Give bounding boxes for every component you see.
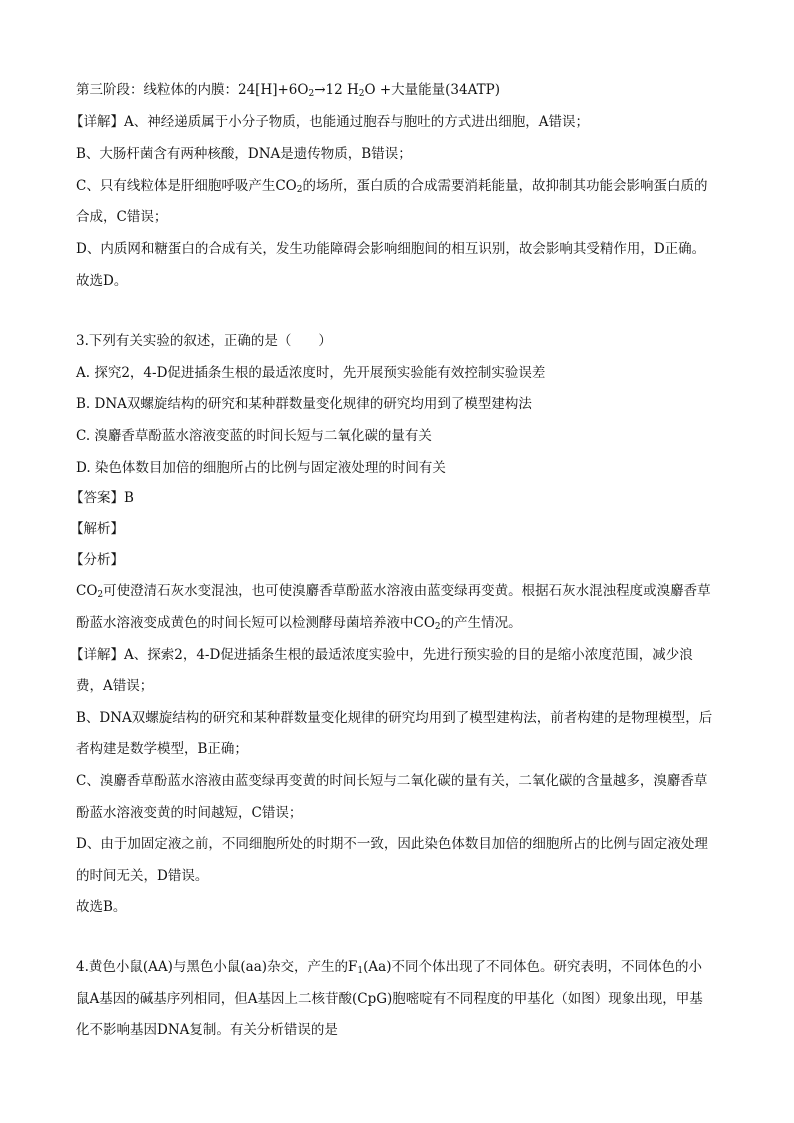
detail-line-5 <box>76 771 707 791</box>
text-run: 的场所，蛋白质的合成需要消耗能量，故抑制其功能会影响蛋白质的 <box>302 178 708 194</box>
explanation-d <box>76 239 705 259</box>
question-3-option-d <box>76 458 446 478</box>
text-run: D、由于加固定液之前，不同细胞所处的时期不一致，因此染色体数目加倍的细胞所占的比例与固定液处理 <box>76 836 708 852</box>
detail-line-7 <box>76 834 708 854</box>
subscript: 2 <box>358 89 365 99</box>
detail-line-1 <box>70 645 693 665</box>
analysis-line-1 <box>76 581 711 601</box>
question-4-line-3 <box>76 1020 338 1040</box>
text-run: 故选B。 <box>76 899 127 915</box>
text-run: 合成，C错误； <box>76 209 168 225</box>
text-run: 3.下列有关实验的叙述，正确的是（ ） <box>76 333 332 349</box>
detail-line-3 <box>76 708 712 728</box>
text-run: D、内质网和糖蛋白的合成有关，发生功能障碍会影响细胞间的相互识别，故会影响其受精作用，D正确。 <box>76 241 706 257</box>
text-run: 化不影响基因DNA复制。有关分析错误的是 <box>76 1022 338 1038</box>
text-run: 的时间无关，D错误。 <box>76 868 209 884</box>
text-run: 费，A错误； <box>76 678 154 694</box>
explanation-a <box>70 112 589 132</box>
text-run: 【分析】 <box>70 552 124 568</box>
text-run: B、大肠杆菌含有两种核酸，DNA是遗传物质，B错误； <box>76 146 412 162</box>
detail-line-2 <box>76 676 153 696</box>
text-run: 【答案】B <box>70 490 134 506</box>
detail-line-4 <box>76 739 248 759</box>
analysis-line-2 <box>76 613 522 633</box>
question-3-option-a <box>76 363 545 383</box>
text-run: (Aa)不同个体出现了不同体色。研究表明，不同体色的小 <box>363 959 702 975</box>
explanation-b <box>76 144 412 164</box>
text-run: 可使澄清石灰水变混浊，也可使溴麝香草酚蓝水溶液由蓝变绿再变黄。根据石灰水混浊程度或溴麝香草 <box>103 583 711 599</box>
text-run: 第三阶段：线粒体的内膜：24[H]+6O <box>76 82 309 98</box>
question-4-line-1 <box>76 957 702 977</box>
question-3-stem <box>76 331 332 351</box>
question-4-line-2 <box>76 989 703 1009</box>
text-run: 的产生情况。 <box>440 615 522 631</box>
detail-line-8 <box>76 866 208 886</box>
text-run: 【详解】A、探索2，4-D促进插条生根的最适浓度实验中，先进行预实验的目的是缩小浓度范围，减少浪 <box>70 647 693 663</box>
analysis-heading <box>70 519 124 539</box>
text-run: →12 H <box>314 82 359 98</box>
analysis-subheading <box>70 550 124 570</box>
text-run: 【详解】A、神经递质属于小分子物质，也能通过胞吞与胞吐的方式进出细胞，A错误； <box>70 114 589 130</box>
text-run: 故选D。 <box>76 273 128 289</box>
text-run: 鼠A基因的碱基序列相同，但A基因上二核苷酸(CpG)胞嘧啶有不同程度的甲基化（如图）现象出现，甲基 <box>76 991 703 1007</box>
subscript: 2 <box>296 185 303 195</box>
subscript: 2 <box>97 590 104 600</box>
subscript: 2 <box>308 89 315 99</box>
text-run: B、DNA双螺旋结构的研究和某种群数量变化规律的研究均用到了模型建构法，前者构建的是物理模型，后 <box>76 710 713 726</box>
stage-three-line <box>76 80 500 100</box>
text-run: 4.黄色小鼠(AA)与黑色小鼠(aa)杂交，产生的F <box>76 959 358 975</box>
text-run: C、溴麝香草酚蓝水溶液由蓝变绿再变黄的时间长短与二氧化碳的量有关，二氧化碳的含量越多，溴麝香草 <box>76 773 708 789</box>
text-run: O +大量能量(34ATP) <box>364 82 500 98</box>
text-run: 酚蓝水溶液变黄的时间越短，C错误； <box>76 805 303 821</box>
conclusion-d <box>76 271 127 291</box>
text-run: CO <box>76 583 98 599</box>
text-run: D. 染色体数目加倍的细胞所占的比例与固定液处理的时间有关 <box>76 460 446 476</box>
text-run: C. 溴麝香草酚蓝水溶液变蓝的时间长短与二氧化碳的量有关 <box>76 428 432 444</box>
question-3-option-b <box>76 394 532 414</box>
text-run: A. 探究2，4-D促进插条生根的最适浓度时，先开展预实验能有效控制实验误差 <box>76 365 546 381</box>
explanation-c-cont <box>76 207 167 227</box>
subscript: 1 <box>357 966 364 976</box>
question-3-option-c <box>76 426 432 446</box>
text-run: 酚蓝水溶液变成黄色的时间长短可以检测酵母菌培养液中CO <box>76 615 435 631</box>
text-run: B. DNA双螺旋结构的研究和某种群数量变化规律的研究均用到了模型建构法 <box>76 396 532 412</box>
answer-label <box>70 488 134 508</box>
text-run: C、只有线粒体是肝细胞呼吸产生CO <box>76 178 297 194</box>
text-run: 者构建是数学模型，B正确； <box>76 741 248 757</box>
subscript: 2 <box>434 622 441 632</box>
detail-line-6 <box>76 803 302 823</box>
explanation-c <box>76 176 707 196</box>
text-run: 【解析】 <box>70 521 124 537</box>
conclusion-b <box>76 897 126 917</box>
